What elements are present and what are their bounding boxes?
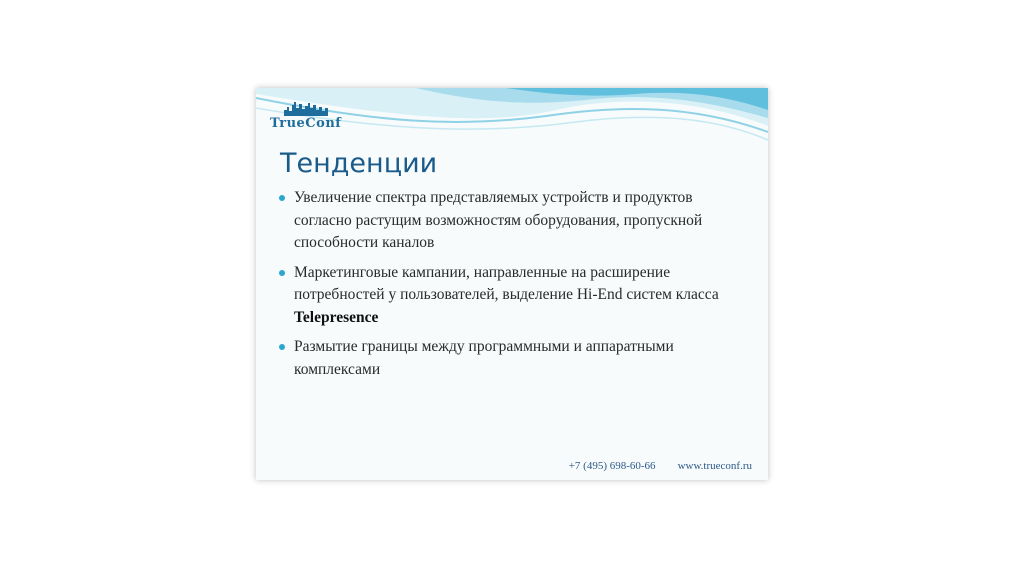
bullet-dot-icon [279, 195, 285, 201]
logo-text: TrueConf [270, 116, 342, 131]
bullet-text: Размытие границы между программными и аппаратными комплексами [294, 338, 674, 378]
slide-footer [569, 460, 752, 472]
bullet-text: Маркетинговые кампании, направленные на расширение потребностей у пользователей, выделение Hi-End систем класса [294, 263, 719, 303]
bullet-item [278, 336, 748, 381]
slide-title: Тенденции [280, 148, 438, 179]
bullet-text: Увеличение спектра представляемых устройств и продуктов согласно растущим возможностям оборудования, пропускной способности каналов [294, 189, 703, 251]
presentation-slide [256, 88, 768, 480]
bullet-item [278, 262, 748, 330]
footer-website: www.trueconf.ru [677, 460, 752, 472]
bullet-item [278, 187, 748, 255]
trueconf-logo [270, 102, 360, 136]
city-skyline-icon [284, 102, 330, 116]
bullet-dot-icon [279, 344, 285, 350]
footer-phone: +7 (495) 698-60-66 [568, 460, 656, 472]
bullet-emphasis: Telepresence [294, 308, 379, 326]
bullet-dot-icon [279, 270, 285, 276]
bullet-list [278, 187, 748, 388]
